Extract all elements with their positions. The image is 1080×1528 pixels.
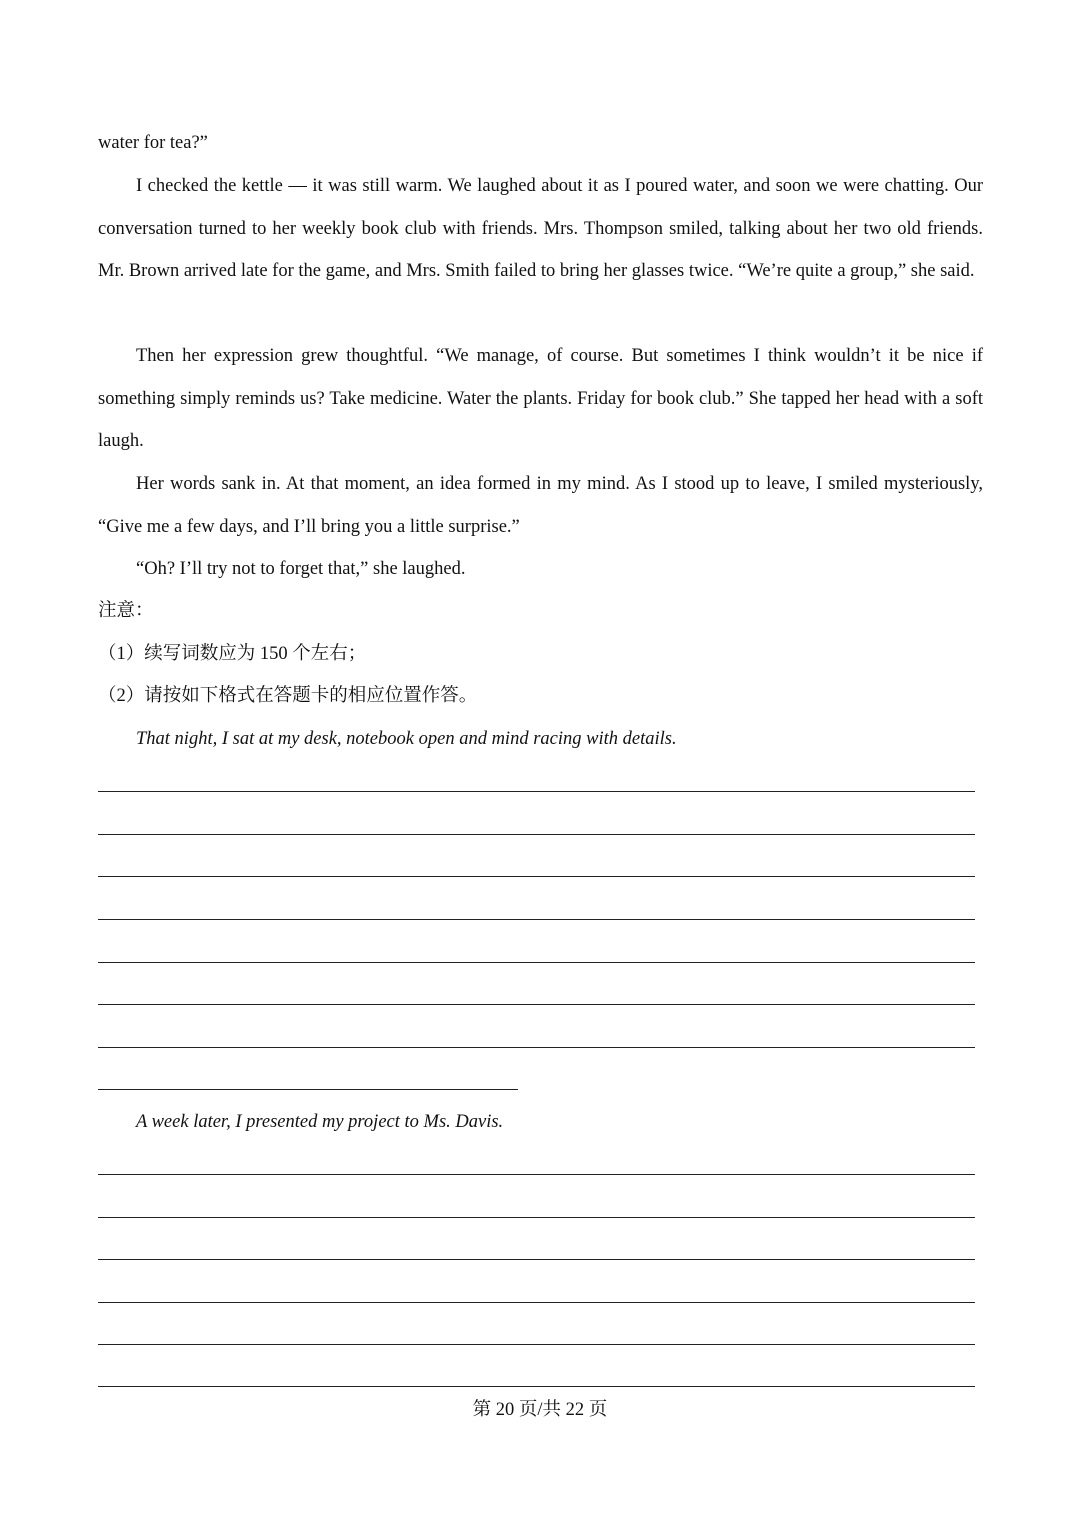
answer-line [98, 1386, 975, 1387]
prompt-second-paragraph: A week later, I presented my project to Ms. Davis. [136, 1112, 504, 1132]
answer-line [98, 1004, 975, 1005]
answer-line [98, 1302, 975, 1303]
answer-line [98, 1047, 975, 1048]
answer-line [98, 876, 975, 877]
answer-line [98, 1259, 975, 1260]
paragraph-kettle: I checked the kettle — it was still warm. We laughed about it as I poured water, and soon we were chatting. Our conversation turned to her weekly book club with friends. Mrs. Thompson smiled, talking about her two old friends. Mr. Brown arrived late for the game, and Mrs. Smith failed to bring her glasses twice. “We’re quite a group,” she said. [98, 176, 983, 281]
answer-line [98, 791, 975, 792]
paragraph-thoughtful: Then her expression grew thoughtful. “We manage, of course. But sometimes I think wouldn’t it be nice if something simply reminds us? Take medicine. Water the plants. Friday for book club.” She tapped her head with a soft laugh. [98, 346, 983, 451]
answer-line [98, 834, 975, 835]
answer-line [98, 1344, 975, 1345]
passage-continued-line: water for tea?” [98, 133, 208, 153]
answer-line-short [98, 1089, 518, 1090]
notes-item-word-count: （1）续写词数应为 150 个左右； [98, 644, 367, 664]
notes-heading: 注意： [98, 601, 154, 621]
notes-item-format: （2）请按如下格式在答题卡的相应位置作答。 [98, 686, 478, 706]
answer-line [98, 919, 975, 920]
paragraph-idea: Her words sank in. At that moment, an idea formed in my mind. As I stood up to leave, I smiled mysteriously, “Give me a few days, and I’ll bring you a little surprise.” [98, 474, 983, 537]
answer-line [98, 1217, 975, 1218]
prompt-first-paragraph: That night, I sat at my desk, notebook open and mind racing with details. [136, 729, 677, 749]
answer-line [98, 962, 975, 963]
page-number-footer: 第 20 页/共 22 页 [472, 1400, 608, 1420]
paragraph-laugh: “Oh? I’ll try not to forget that,” she laughed. [136, 559, 466, 579]
answer-line [98, 1174, 975, 1175]
